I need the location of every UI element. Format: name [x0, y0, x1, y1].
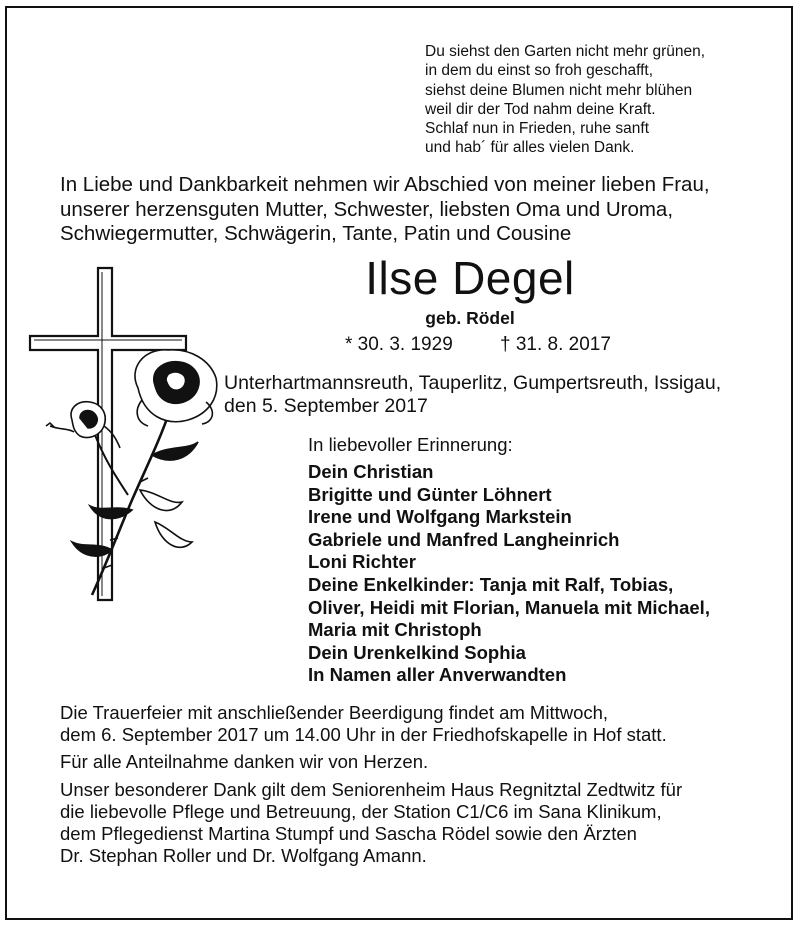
- special-thanks-line: Dr. Stephan Roller und Dr. Wolfgang Amann.: [60, 845, 427, 867]
- special-thanks-line: Unser besonderer Dank gilt dem Seniorenheim Haus Regnitztal Zedtwitz für: [60, 778, 683, 800]
- mourner-line: Dein Christian: [308, 461, 434, 482]
- funeral-info: [60, 702, 780, 746]
- mourner-line: Brigitte und Günter Löhnert: [308, 483, 552, 505]
- mourners-heading: In liebevoller Erinnerung:: [308, 434, 513, 455]
- intro-text: [60, 173, 780, 247]
- poem-line: weil dir der Tod nahm deine Kraft.: [425, 100, 656, 118]
- thanks-line: Für alle Anteilnahme danken wir von Herzen.: [60, 751, 429, 773]
- special-thanks-line: dem Pflegedienst Martina Stumpf und Sascha Rödel sowie den Ärzten: [60, 823, 637, 845]
- birth-date: * 30. 3. 1929: [345, 334, 453, 355]
- deceased-name: Ilse Degel: [365, 252, 575, 304]
- mourner-line: Loni Richter: [308, 551, 416, 573]
- poem-line: siehst deine Blumen nicht mehr blühen: [425, 81, 693, 99]
- maiden-name: geb. Rödel: [425, 308, 515, 328]
- special-thanks-line: die liebevolle Pflege und Betreuung, der Station C1/C6 im Sana Klinikum,: [60, 800, 662, 822]
- poem-line: Schlaf nun in Frieden, ruhe sanft: [425, 120, 650, 138]
- mourner-line: Deine Enkelkinder: Tanja mit Ralf, Tobias,: [308, 573, 674, 595]
- poem-line: in dem du einst so froh geschafft,: [425, 62, 654, 80]
- special-thanks: [60, 779, 780, 868]
- intro-line: In Liebe und Dankbarkeit nehmen wir Abschied von meiner lieben Frau,: [60, 173, 710, 196]
- intro-line: unserer herzensguten Mutter, Schwester, liebsten Oma und Uroma,: [60, 197, 674, 221]
- mourner-line: Irene und Wolfgang Markstein: [308, 506, 572, 528]
- footer-text: [60, 702, 780, 872]
- poem: [425, 42, 785, 158]
- mourner-line: Maria mit Christoph: [308, 619, 482, 641]
- place-and-date: [224, 372, 784, 418]
- cross-with-rose-illustration: [20, 260, 230, 620]
- poem-line: und hab´ für alles vielen Dank.: [425, 139, 635, 157]
- death-date: † 31. 8. 2017: [500, 334, 611, 355]
- date-line: den 5. September 2017: [224, 395, 428, 417]
- place-line: Unterhartmannsreuth, Tauperlitz, Gumpertsreuth, Issigau,: [224, 372, 722, 394]
- mourner-line: Oliver, Heidi mit Florian, Manuela mit Michael,: [308, 596, 710, 618]
- funeral-line: dem 6. September 2017 um 14.00 Uhr in der Friedhofskapelle in Hof statt.: [60, 724, 667, 746]
- intro-line: Schwiegermutter, Schwägerin, Tante, Patin und Cousine: [60, 222, 572, 245]
- mourners-list: [308, 461, 788, 687]
- mourner-line: Gabriele und Manfred Langheinrich: [308, 528, 620, 550]
- funeral-line: Die Trauerfeier mit anschließender Beerdigung findet am Mittwoch,: [60, 702, 609, 723]
- mourner-line: In Namen aller Anverwandten: [308, 664, 567, 686]
- mourner-line: Dein Urenkelkind Sophia: [308, 641, 526, 663]
- poem-line: Du siehst den Garten nicht mehr grünen,: [425, 43, 706, 60]
- rose-icon: [46, 350, 217, 595]
